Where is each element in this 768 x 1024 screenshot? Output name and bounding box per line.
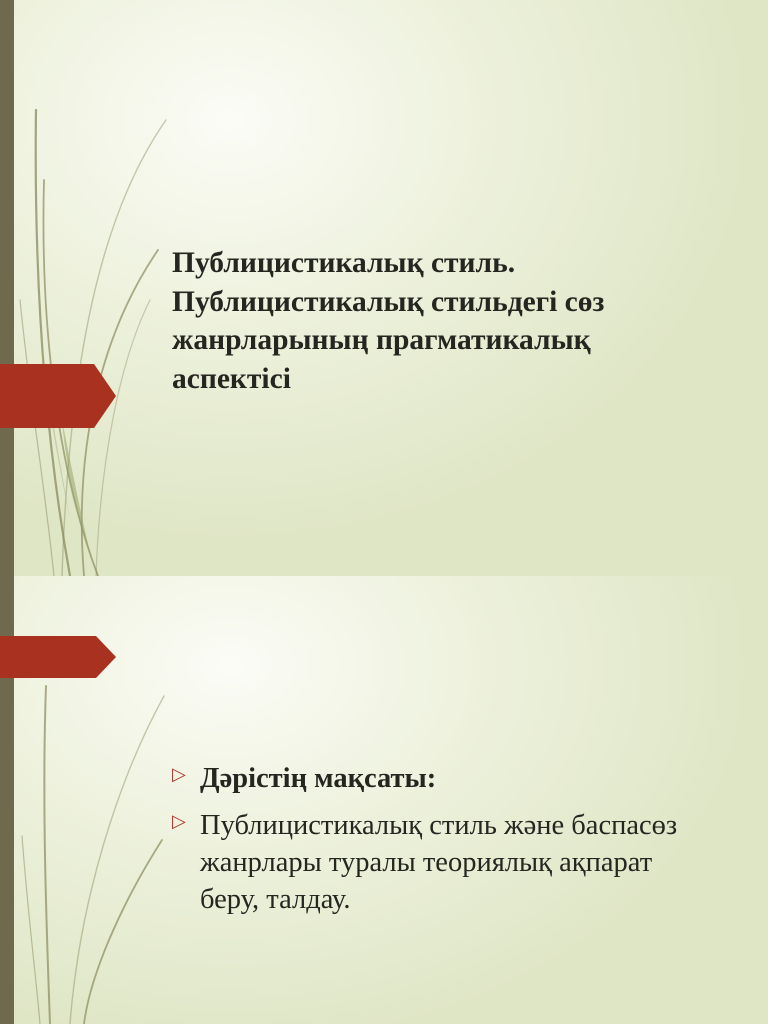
- bullet-text: Публицистикалық стиль және баспасөз жанрлары туралы теориялық ақпарат беру, талдау.: [200, 810, 678, 915]
- left-accent-bar: [0, 0, 14, 576]
- list-item: [172, 807, 712, 918]
- list-item: [172, 760, 712, 797]
- caret-right-outline-icon: ▷: [172, 811, 186, 832]
- title-line: Публицистикалық стильдегі сөз: [172, 285, 605, 318]
- title-line: жанрларының прагматикалық: [172, 324, 591, 356]
- bullet-text: Дәрістің мақсаты:: [200, 763, 437, 794]
- slide-title: [172, 244, 712, 398]
- caret-right-outline-icon: ▷: [172, 764, 186, 785]
- red-arrow-tab: [0, 364, 116, 428]
- red-arrow-tab: [0, 636, 116, 678]
- title-line: аспектісі: [172, 362, 291, 395]
- bullet-list: [172, 760, 712, 922]
- title-line: Публицистикалық стиль.: [172, 247, 516, 279]
- grass-decoration: [0, 0, 200, 576]
